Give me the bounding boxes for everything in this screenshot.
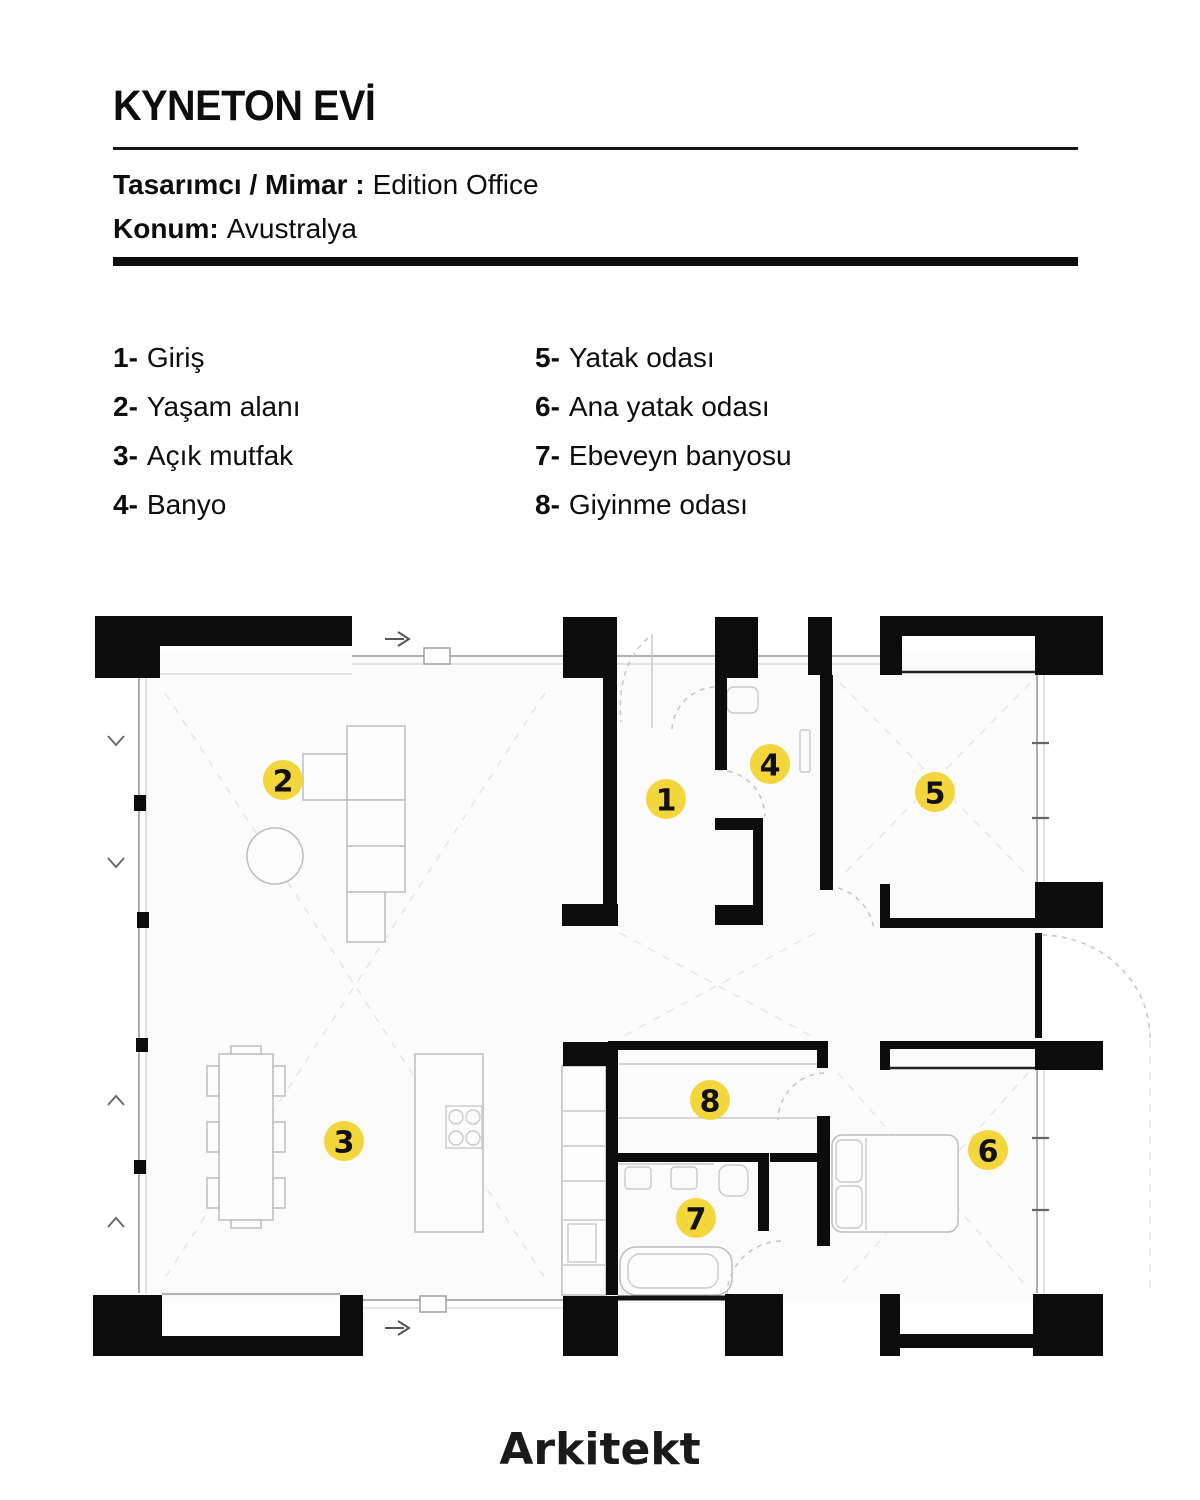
designer-row [113,169,539,201]
room-marker-number: 4 [759,748,781,784]
legend-item-2: 2- Yaşam alanı [113,391,301,422]
designer-label: Tasarımcı / Mimar : [113,169,365,200]
room-marker-number: 2 [272,764,294,800]
location-label: Konum: [113,213,219,244]
kitchen-island [415,1054,483,1232]
chevron-down-icon [108,736,124,745]
legend-item-4: 4- Banyo [113,489,227,520]
location-value: Avustralya [226,213,357,244]
divider-thin [113,147,1078,150]
coffee-table [247,828,303,884]
legend-item-5: 5- Yatak odası [535,342,715,373]
floor-plan [90,608,1160,1373]
room-marker-number: 8 [699,1084,721,1120]
room-marker-number: 6 [977,1134,999,1170]
room-marker-number: 5 [924,776,946,812]
chevron-up-icon [108,1218,124,1227]
sliding-door-handle-bottom [420,1296,446,1312]
room-marker-number: 1 [655,783,677,819]
location-row [113,213,357,245]
sofa [347,726,405,800]
chevron-down-icon [108,858,124,867]
dining-table [219,1054,273,1220]
room-marker-number: 3 [333,1125,355,1161]
sliding-door-handle-top [424,648,450,664]
legend-item-3: 3- Açık mutfak [113,440,294,471]
chevron-up-icon [108,1096,124,1105]
designer-value: Edition Office [372,169,539,200]
legend-item-8: 8- Giyinme odası [535,489,748,520]
legend-item-6: 6- Ana yatak odası [535,391,770,422]
legend [113,342,792,538]
bed [832,1135,958,1232]
divider-thick [113,257,1078,266]
page-title: KYNETON EVİ [113,82,376,130]
room-marker-number: 7 [685,1202,707,1238]
legend-item-7: 7- Ebeveyn banyosu [535,440,792,471]
arkitekt-logo: Arkitekt [499,1424,701,1475]
legend-item-1: 1- Giriş [113,342,205,373]
